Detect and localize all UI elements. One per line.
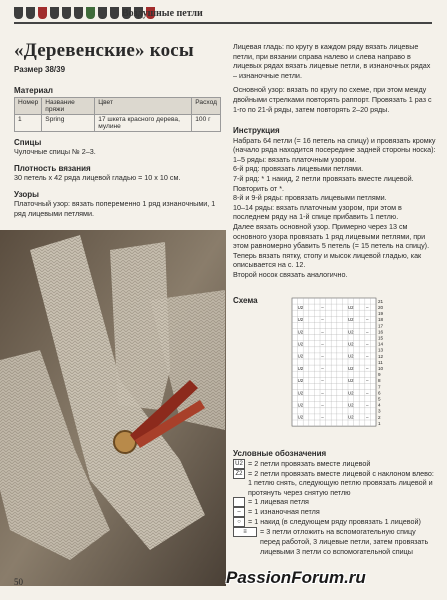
chart-cell-symbol: – [366,317,369,323]
instruction-line: Второй носок связать аналогично. [233,269,348,279]
chart-row-number: 1 [378,420,381,426]
table-header: Цвет [95,98,192,115]
chart-cell-symbol: – [366,304,369,310]
chart-cell-symbol: U2 [348,353,354,359]
legend-text: = 3 петли отложить на вспомогательную спицу перед работой, 3 лицевые петли, затем провязать лицевыми 3 петли со вспомогательной спицы [260,527,429,556]
chart-cell-symbol: U2 [297,304,304,310]
chart-cell-symbol: U2 [297,353,304,359]
patterns-text: Платочный узор: вязать попеременно 1 ряд изнаночными, 1 ряд лицевыми петлями. [14,199,216,218]
page-header [0,0,447,30]
chart-cell-symbol: – [366,365,369,371]
chart-row-number: 15 [378,335,384,341]
instruction-line: Набрать 64 петли (= 16 петель на спицу) и провязать кромку (начало ряда находится посередине задней стороны носка): [233,135,436,155]
chart-cell-symbol: – [366,329,369,335]
decrease-left-icon: Z2 [233,469,245,479]
purl-stitch-icon: – [233,507,245,517]
chart-cell-symbol: U2 [297,365,304,371]
chart-row-number: 10 [378,366,384,371]
chart-row-number: 7 [378,384,381,390]
chart-row-number: 18 [378,317,384,323]
instruction-heading: Инструкция [233,126,280,135]
instruction-line: 1–5 ряды: вязать платочным узором. [233,154,357,164]
legend-item [233,469,436,498]
chart-row-number: 5 [378,396,381,402]
chart-cell-symbol: – [321,353,324,359]
chart-cell-symbol: U2 [348,365,354,371]
density-block [14,164,221,183]
paragraph: Лицевая гладь: по кругу в каждом ряду вязать лицевые петли, при вязании справа налево и слева направо в лицевых рядах вязать лицевые петли, в изнаночных рядах – изнаночные петли. [233,42,431,80]
chart-row-number: 14 [378,341,384,347]
table-cell: 1 [15,115,42,132]
table-header: Расход [192,98,221,115]
chart-row-number: 21 [378,298,384,304]
page-number: 50 [14,577,23,587]
section-tag: Воздушные петли [122,8,203,19]
legend-item [233,459,436,469]
chart-cell-symbol: U2 [297,341,304,347]
table-row [15,115,221,132]
chart-cell-symbol: – [321,414,324,420]
chart-cell-symbol: U2 [348,317,354,323]
chart-row-number: 17 [378,323,384,329]
chart-cell-symbol: – [321,341,324,347]
chart-row-number: 4 [378,402,381,408]
chart-cell-symbol: U2 [297,390,304,396]
chart-cell-symbol: – [366,414,369,420]
article-title: «Деревенские» косы [14,40,194,61]
chart-cell-symbol: – [366,353,369,359]
patterns-block [14,190,221,218]
knitting-chart-grid [290,296,390,428]
header-rule [14,22,432,24]
instruction-line: 7-й ряд: * 1 накид, 2 петли провязать вместе лицевой. Повторить от *. [233,173,414,193]
chart-row-number: 3 [378,408,381,414]
chart-label: Схема [233,296,258,305]
instruction-line: Далее вязать основной узор. Примерно через 13 см основного узора провязать 1 ряд лицевыми петлями, при этом равномерно убавить 5 петель (= 15 петель на спицу). Теперь вязать пятку, стопу и мысок лицевой гладью, как описывается на с. 12. [233,221,430,270]
chart-row-number: 6 [378,390,381,396]
instruction-line: 10–14 ряды: вязать платочным узором, при этом в последнем ряду на 1-й спице прибавить 1 петлю. [233,202,402,222]
site-watermark: PassionForum.ru [226,568,366,587]
chart-row-number: 19 [378,311,384,317]
chart-row-number: 20 [378,305,384,310]
chart-row-number: 11 [378,359,383,365]
chart-cell-symbol: – [366,378,369,384]
density-text: 30 петель х 42 ряда лицевой гладью = 10 х 10 см. [14,173,181,182]
chart-cell-symbol: U2 [348,304,354,310]
chart-row-number: 8 [378,378,381,384]
socks-illustration [0,230,226,586]
table-header: Название пряжи [42,98,95,115]
stitch-description [233,42,436,114]
legend-item [233,517,436,527]
chart-row-number: 9 [378,372,381,378]
chart-cell-symbol: U2 [348,402,354,408]
cable-cross-icon: ≡ [233,527,257,537]
patterns-heading: Узоры [14,190,39,199]
chart-cell-symbol: – [321,329,324,335]
chart-cell-symbol: – [321,365,324,371]
legend-text: = 2 петли провязать вместе лицевой с наклоном влево: 1 петлю снять, следующую петлю провязать лицевой и протянуть через снятую петлю [248,468,434,497]
chart-frame [292,298,376,426]
chart-cell-symbol: – [321,378,324,384]
chart-cell-symbol: U2 [297,402,304,408]
chart-cell-symbol: – [321,390,324,396]
material-heading: Материал [14,86,53,95]
instruction-block [233,126,436,280]
chart-cell-symbol: U2 [348,329,354,335]
chart-row-number: 16 [378,329,384,335]
chart-cell-symbol: – [321,317,324,323]
socks-photo [0,230,226,586]
chart-cell-symbol: – [321,304,324,310]
table-cell: Spring [42,115,95,132]
chart-cell-symbol: U2 [297,317,304,323]
chart-cell-symbol: U2 [348,414,354,420]
chart-row-number: 2 [378,414,381,420]
material-table [14,97,221,132]
legend-text: = 1 накид (в следующем ряду провязать 1 лицевой) [248,517,421,527]
density-heading: Плотность вязания [14,164,91,173]
chart-row-number: 13 [378,347,384,353]
legend-heading: Условные обозначения [233,449,327,458]
needles-heading: Спицы [14,138,42,147]
chart-cell-symbol: U2 [297,329,304,335]
chart-cell-symbol: – [366,390,369,396]
decrease-right-icon: U2 [233,459,245,469]
chart-cell-symbol: – [366,341,369,347]
chart-cell-symbol: – [366,402,369,408]
knitting-chart [290,296,390,433]
legend-item [233,507,436,517]
legend-text: = 2 петли провязать вместе лицевой [248,458,371,468]
chart-row-number: 12 [378,353,384,359]
size-label: Размер 38/39 [14,65,66,74]
table-header: Номер [15,98,42,115]
yarn-over-icon: ○ [233,517,245,527]
needles-block [14,138,221,157]
table-cell: 17 шкета красного дерева, мулине [95,115,192,132]
knit-stitch-icon [233,497,245,507]
instruction-line: 6-й ряд: провязать лицевыми петлями. [233,164,364,174]
paragraph: Основной узор: вязать по кругу по схеме, при этом между двойными стрелками повторять раппорт. Провязать 1 раз с 1-го по 21-й ряды, затем повторять 2–20 ряды. [233,85,432,114]
chart-cell-symbol: U2 [348,341,354,347]
legend-text: = 1 лицевая петля [248,497,309,507]
needles-text: Чулочные спицы № 2–3. [14,147,96,156]
chart-cell-symbol: – [321,402,324,408]
legend-block [233,449,436,556]
chart-cell-symbol: U2 [348,390,354,396]
legend-item [233,527,436,556]
instruction-line: 8-й и 9-й ряды: провязать лицевыми петлями. [233,193,387,203]
legend-item [233,497,436,507]
table-cell: 100 г [192,115,221,132]
chart-cell-symbol: U2 [348,378,354,384]
chart-cell-symbol: U2 [297,414,304,420]
chart-cell-symbol: U2 [297,378,304,384]
legend-text: = 1 изнаночная петля [248,507,320,517]
